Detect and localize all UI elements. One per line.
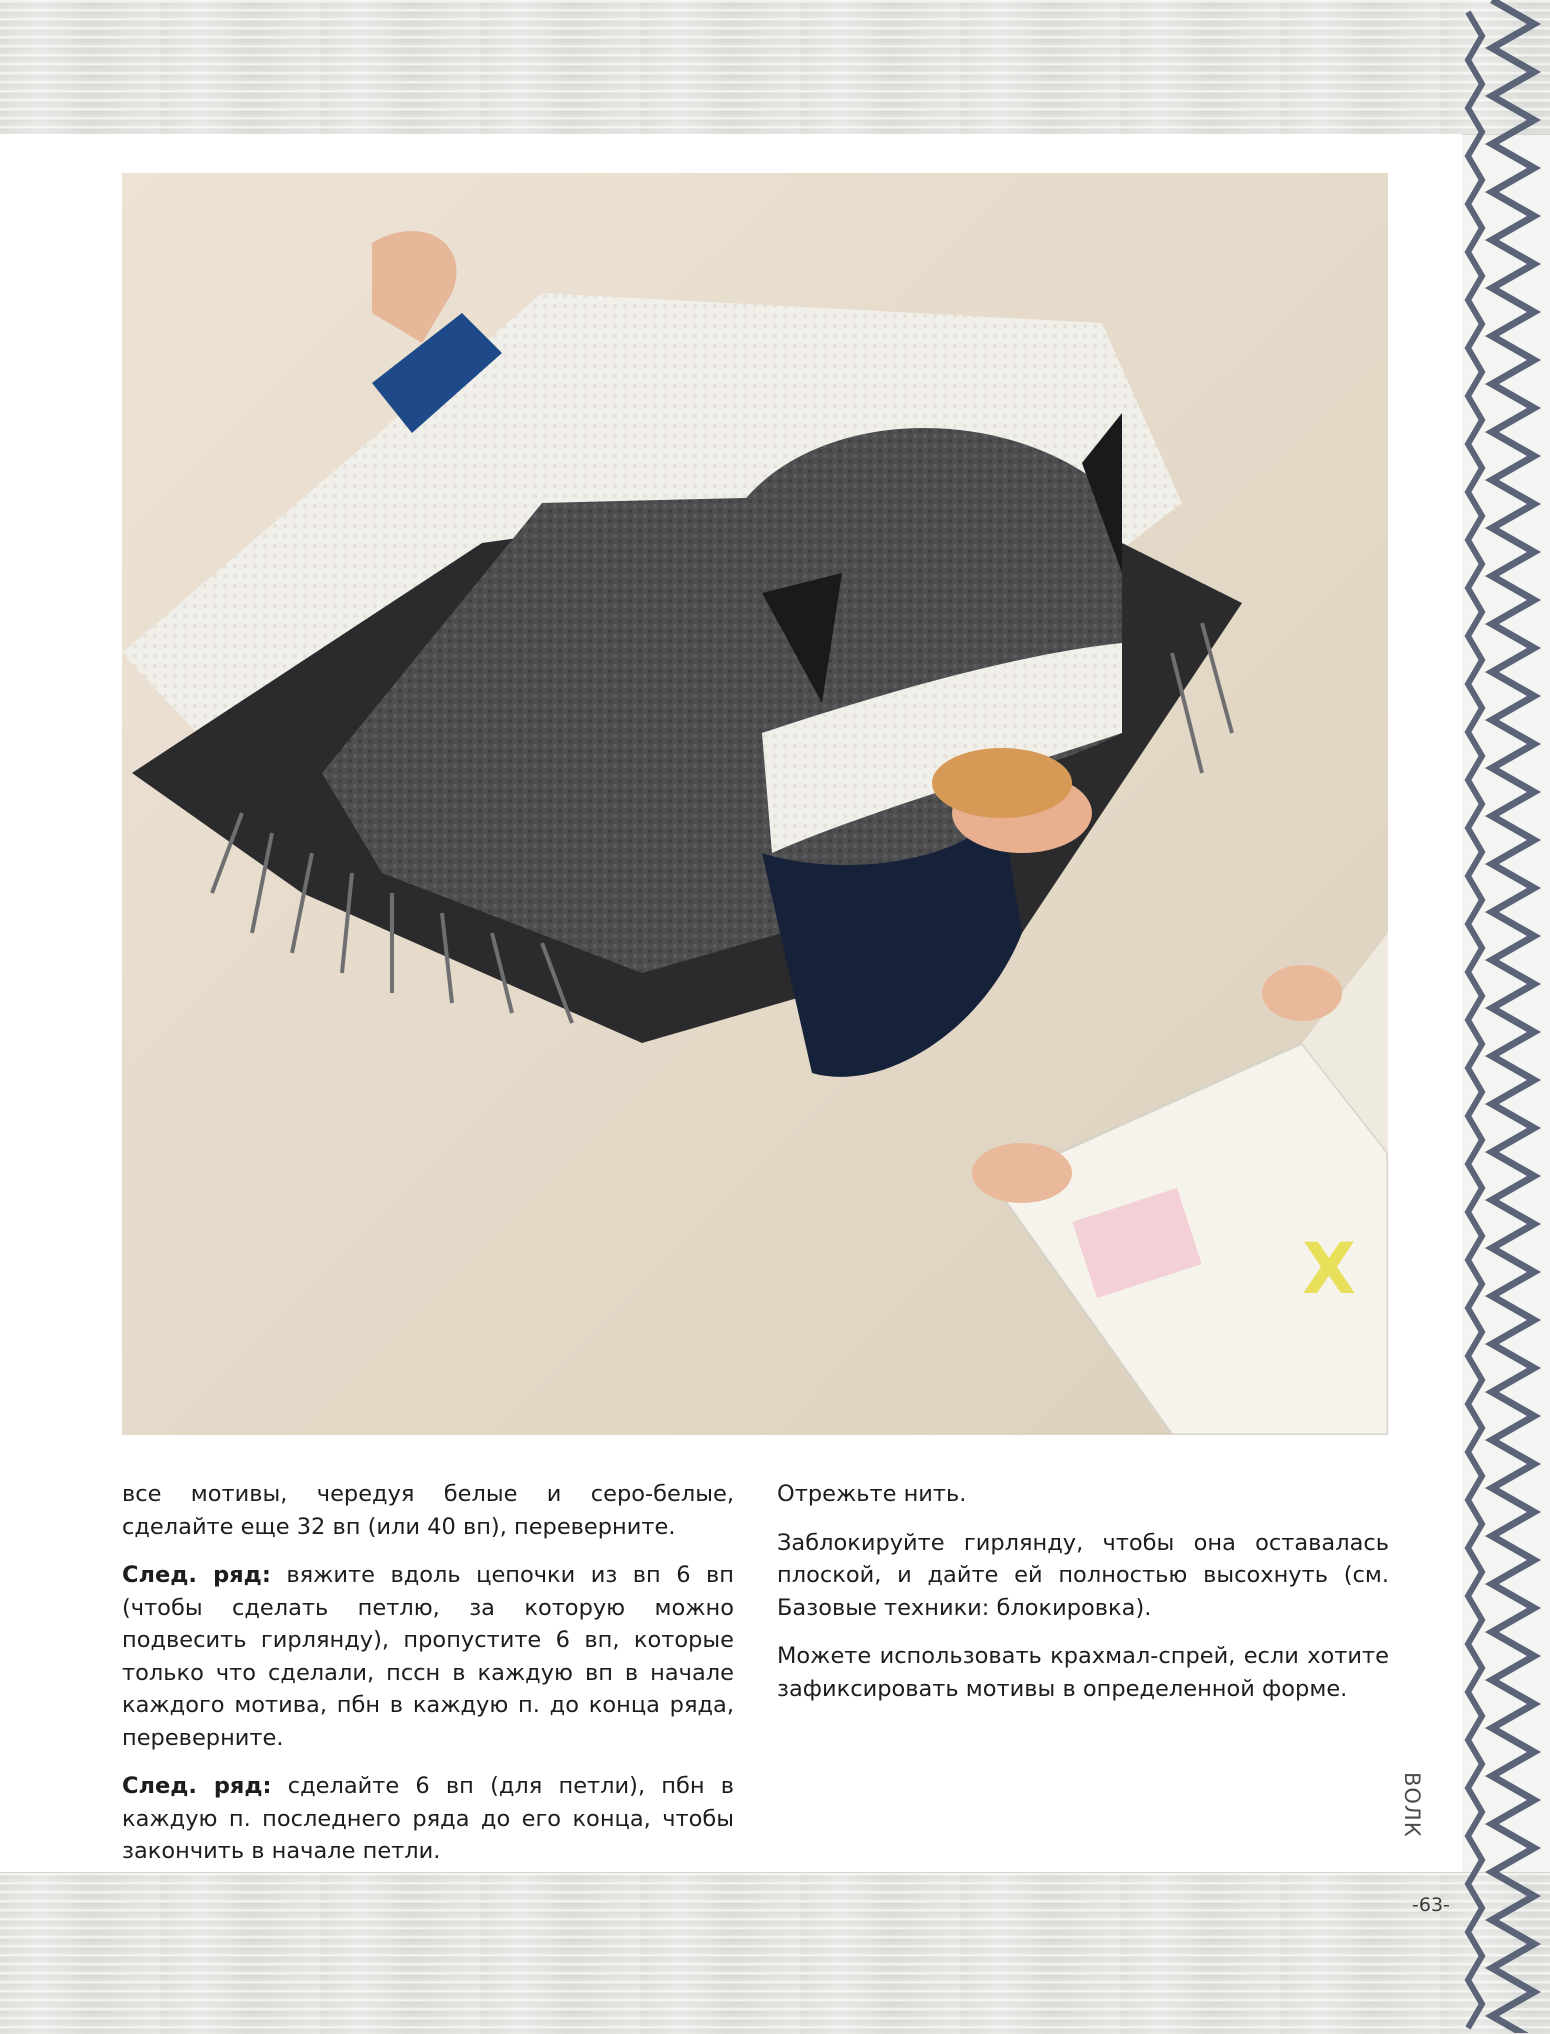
paragraph: все мотивы, чередуя белые и серо-белые, сделайте еще 32 вп (или 40 вп), переверните. xyxy=(122,1481,734,1540)
book-letter: X xyxy=(1302,1228,1356,1310)
text-column-right xyxy=(777,1478,1389,1721)
paragraph: Заблокируйте гирлянду, чтобы она оставалась плоской, и дайте ей полностью высохнуть (см. Базовые техники: блокировка). xyxy=(777,1529,1389,1621)
zigzag-border-decoration xyxy=(1462,0,1550,2033)
wood-header-band xyxy=(0,0,1550,135)
section-side-label: ВОЛК xyxy=(1400,1772,1424,1838)
product-photo xyxy=(122,173,1388,1435)
paragraph: Можете использовать крахмал-спрей, если хотите зафиксировать мотивы в определенной форме. xyxy=(777,1643,1389,1702)
child-hand-left xyxy=(972,1143,1072,1203)
child-hand-right xyxy=(1262,965,1342,1021)
child-hair xyxy=(932,748,1072,818)
page-number: -63- xyxy=(1412,1894,1450,1916)
row-label: След. ряд: xyxy=(122,1773,272,1799)
wood-footer-band xyxy=(0,1872,1550,2034)
paragraph-text: вяжите вдоль цепочки из вп 6 вп (чтобы сделать петлю, за которую можно подвесить гирлянду), пропустите 6 вп, которые только что сделали, пссн в каждую вп в начале каждого мотива, пбн в каждую п. до конца ряда, переверните. xyxy=(122,1562,734,1751)
text-column-left xyxy=(122,1478,734,1884)
paragraph-text: сделайте 6 вп (для петли), пбн в каждую п. последнего ряда до его конца, чтобы закончить в начале петли. xyxy=(122,1773,735,1864)
paragraph: Отрежьте нить. xyxy=(777,1481,967,1507)
row-label: След. ряд: xyxy=(122,1562,271,1588)
photo-illustration xyxy=(122,173,1388,1435)
paragraph xyxy=(122,1559,734,1754)
paragraph xyxy=(122,1770,734,1868)
